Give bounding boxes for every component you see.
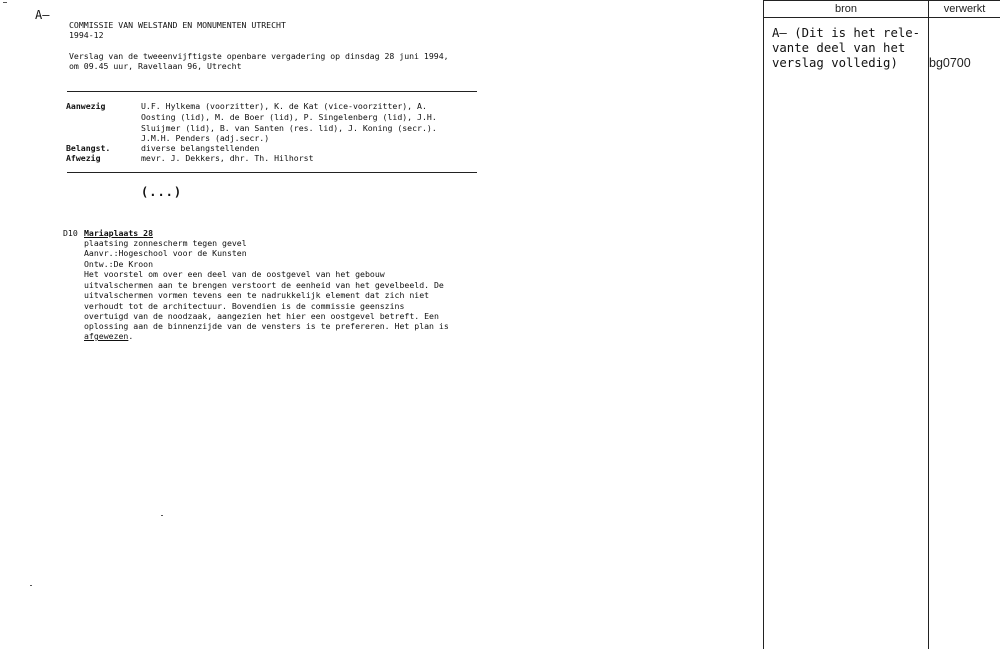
item-number: D10 (63, 228, 78, 238)
item-address: Mariaplaats 28 (84, 228, 154, 238)
source-note-line-3: verslag volledig) (772, 56, 898, 70)
scan-speck (30, 585, 32, 586)
commission-title: COMMISSIE VAN WELSTAND EN MONUMENTEN UTRECHT (69, 20, 286, 30)
processed-value: bg0700 (929, 56, 971, 70)
item-line-6: uitvalschermen vormen tevens een te nadrukkelijk element dat zich niet (84, 290, 430, 300)
scan-speck (3, 2, 7, 3)
side-table-header-divider (763, 17, 1000, 18)
header-divider (67, 91, 477, 92)
item-line-3: Ontw.:De Kroon (84, 259, 154, 269)
interested-value: diverse belangstellenden (141, 143, 260, 153)
item-line-7: verhoudt tot de architectuur. Bovendien is de commissie geenszins (84, 301, 405, 311)
report-code: 1994-12 (69, 30, 104, 40)
present-line-2: Oosting (lid), M. de Boer (lid), P. Singelenberg (lid), J.H. (141, 112, 437, 122)
item-line-4: Het voorstel om over een deel van de oostgevel van het gebouw (84, 269, 385, 279)
present-line-4: J.M.H. Penders (adj.secr.) (141, 133, 270, 143)
item-line-1: plaatsing zonnescherm tegen gevel (84, 238, 247, 248)
minutes-intro-line-2: om 09.45 uur, Ravellaan 96, Utrecht (69, 61, 242, 71)
item-line-9: oplossing aan de binnenzijde van de vensters is te prefereren. Het plan is (84, 321, 449, 331)
item-decision-line (84, 331, 133, 341)
side-table-top-border (763, 0, 1000, 1)
column-header-source: bron (834, 3, 858, 15)
present-line-3: Sluijmer (lid), B. van Santen (res. lid), J. Koning (secr.). (141, 123, 437, 133)
page-marker: A– (35, 8, 50, 22)
item-line-2: Aanvr.:Hogeschool voor de Kunsten (84, 248, 247, 258)
item-line-5: uitvalschermen aan te brengen verstoort de eenheid van het gevelbeeld. De (84, 280, 444, 290)
item-decision: afgewezen (84, 331, 129, 341)
source-note-line-2: vante deel van het (772, 41, 906, 55)
attendance-divider (67, 172, 477, 173)
minutes-intro-line-1: Verslag van de tweeenvijftigste openbare vergadering op dinsdag 28 juni 1994, (69, 51, 449, 61)
column-header-processed: verwerkt (943, 3, 986, 15)
side-table-column-divider (928, 0, 929, 649)
present-label: Aanwezig (66, 101, 106, 111)
interested-label: Belangst. (66, 143, 111, 153)
absent-label: Afwezig (66, 153, 101, 163)
omission-ellipsis: (...) (141, 185, 183, 199)
side-table-left-border (763, 0, 764, 649)
item-decision-suffix: . (128, 331, 134, 341)
source-note-line-1: A– (Dit is het rele- (772, 26, 921, 40)
absent-value: mevr. J. Dekkers, dhr. Th. Hilhorst (141, 153, 314, 163)
scan-speck (161, 515, 163, 516)
item-line-8: overtuigd van de noodzaak, aangezien het hier een oostgevel betreft. Een (84, 311, 439, 321)
present-line-1: U.F. Hylkema (voorzitter), K. de Kat (vice-voorzitter), A. (141, 101, 427, 111)
